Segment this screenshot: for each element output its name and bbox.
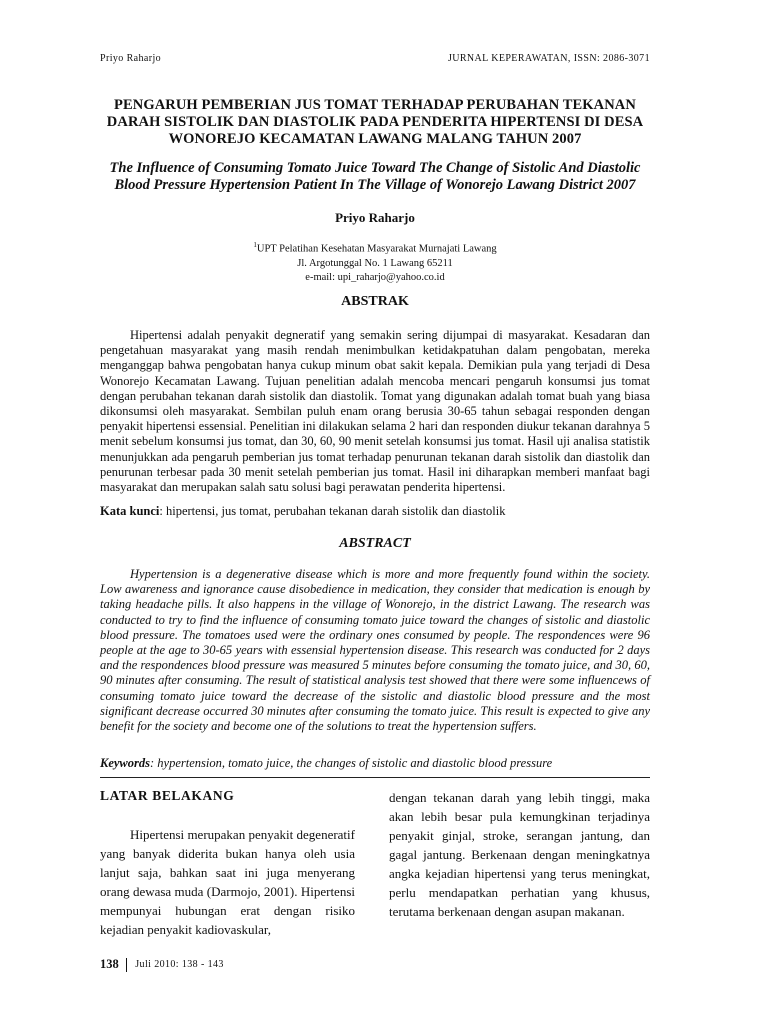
abstract-heading: ABSTRACT [339, 536, 411, 551]
abstrak-heading: ABSTRAK [341, 294, 409, 309]
affiliation-institution-name: UPT Pelatihan Kesehatan Masyarakat Murnajati Lawang [256, 243, 497, 255]
keywords [100, 756, 650, 771]
issue-info: Juli 2010: 138 - 143 [135, 959, 224, 970]
body-text-left: Hipertensi merupakan penyakit degeneratif yang banyak diderita bukan hanya oleh usia lanjut saja, bahkan saat ini juga menyerang orang dewasa muda (Darmojo, 2001). Hipertensi mempunyai hubungan erat dengan risiko kejadian penyakit kadiovaskular, [100, 827, 355, 937]
kata-kunci [100, 504, 650, 519]
kata-kunci-text: : hipertensi, jus tomat, perubahan tekanan darah sistolik dan diastolik [159, 504, 506, 518]
abstrak-text: Hipertensi adalah penyakit degneratif yang semakin sering dijumpai di masyarakat. Kesadaran dan pengetahuan masyarakat yang masih rendah menimbulkan ketidakpatuhan dalam pengobatan, mereka menganggap bahwa pengobatan hanya cukup minum obat sakit kepala. Demikian pula yang terjadi di Desa Wonorejo Kecamatan Lawang. Tujuan penelitian adalah mencoba mencari pengaruh konsumsi jus tomat dengan perubahan tekanan darah sistolik dan diastolik. Tomat yang digunakan adalah tomat buah yang biasa dikonsumsi oleh masyarakat. Sembilan puluh enam orang berusia 30-65 tahun sebagai responden dengan penyakit hipertensi essensial. Penelitian ini dilakukan selama 2 hari dan responden diukur tekanan darahnya 5 menit sebelum konsumsi jus tomat, dan 30, 60, 90 menit setelah konsumsi jus tomat. Hasil uji analisa statistik menunjukkan ada pengaruh pemberian jus tomat terhadap penurunan tekanan darah sistolik dan diastolik dan penurunan terbesar pada 30 menit setelah pemberian jus tomat. Hasil ini diharapkan memberi manfaat bagi masyarakat dan merupakan salah satu solusi bagi perawatan penderita hipertensi. [100, 328, 650, 495]
affiliation-address: Jl. Argotunggal No. 1 Lawang 65211 [297, 257, 453, 269]
page-footer [100, 957, 224, 972]
affiliation-institution [100, 238, 650, 257]
affiliation-superscript: 1 [253, 241, 257, 249]
page-number: 138 [100, 957, 119, 971]
body-text-right: dengan tekanan darah yang lebih tinggi, maka akan lebih besar pula kemungkinan terjadinya penyakit ginjal, stroke, serangan jantung, dan gagal jantung. Berkenaan dengan meningkatnya angka kejadian hipertensi yang terus meningkat, perlu mendapatkan perhatian yang khusus, terutama berkenaan dengan asupan makanan. [389, 790, 650, 919]
body-column-left [100, 788, 355, 939]
affiliation [100, 238, 650, 285]
keywords-label: Keywords [100, 756, 150, 770]
keywords-text: : hypertension, tomato juice, the changes of sistolic and diastolic blood pressure [150, 756, 553, 770]
running-head [100, 53, 650, 64]
section-divider [100, 777, 650, 778]
kata-kunci-label: Kata kunci [100, 504, 160, 518]
section-heading-latar-belakang: LATAR BELAKANG [100, 788, 235, 803]
body-column-right [389, 788, 650, 921]
paper-subtitle: The Influence of Consuming Tomato Juice Toward The Change of Sistolic And Diastolic Blood Pressure Hypertension Patient In The Village of Wonorejo Lawang District 2007 [109, 160, 641, 193]
affiliation-email: e-mail: upi_raharjo@yahoo.co.id [305, 271, 445, 283]
footer-separator [126, 958, 128, 972]
running-head-author: Priyo Raharjo [100, 53, 162, 64]
author-name: Priyo Raharjo [335, 210, 415, 225]
running-head-journal: JURNAL KEPERAWATAN, ISSN: 2086-3071 [447, 53, 650, 64]
paper-title: PENGARUH PEMBERIAN JUS TOMAT TERHADAP PERUBAHAN TEKANAN DARAH SISTOLIK DAN DIASTOLIK PADA PENDERITA HIPERTENSI DI DESA WONOREJO KECAMATAN LAWANG MALANG TAHUN 2007 [106, 97, 644, 147]
abstract-text: Hypertension is a degenerative disease which is more and more frequently found within the society. Low awareness and ignorance cause disobedience in medication, they consider that medication is enough by taking headache pills. It also happens in the village of Wonorejo, in the district Lawang. The research was conducted to try to find the influence of consuming tomato juice toward the changes of sistolic and diastolic blood pressure. The tomatoes used were the ordinary ones consumed by people. The respondences were 96 people at the age to 30-65 years with essensial hypertension disease. This research was conducted for 2 days and the respondences blood pressure was measured 5 minutes before consuming the tomato juice, and 30, 60, 90 minutes after consuming. The result of statistical analysis test showed that there were some influencews of consuming tomato juice toward the decrease of the sistolic and diastolic blood pressure and the most significant decrease occurred 30 minutes after consuming the tomato juice. This result is expected to give any benefit for the society and become one of the solutions to treat the hypertension suffers. [100, 567, 650, 734]
